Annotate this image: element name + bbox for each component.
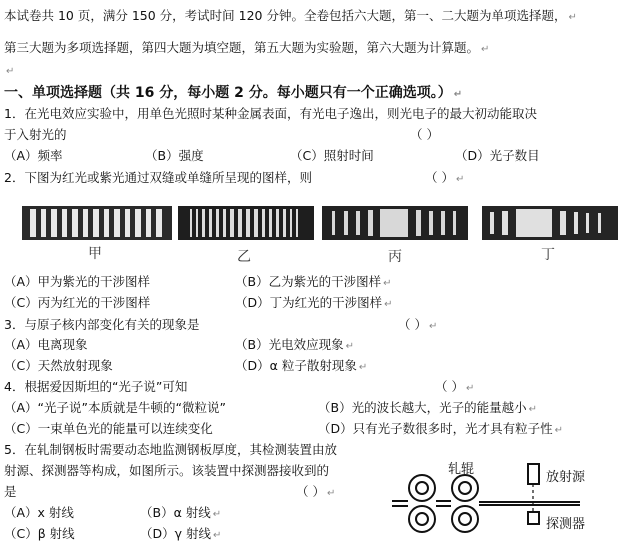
caption-ding: 丁 — [541, 247, 555, 263]
q4-stem: 4．根据爱因斯坦的“光子说”可知 — [4, 379, 188, 394]
q1-stem-line1: 1．在光电效应实验中，用单色光照时某种金属表面，有光电子逸出，则光电子的最大初动能取决 — [4, 106, 537, 121]
q2-option-d: （D）丁为红光的干涉图样 ↵ — [235, 295, 393, 310]
q3-answer-blank: （ ） ↵ — [398, 317, 438, 332]
q1-option-b: （B）强度 — [145, 148, 204, 163]
q2-stem: 2．下图为红光或紫光通过双缝或单缝所呈现的图样，则 — [4, 170, 312, 185]
q1-option-c: （C）照射时间 — [290, 148, 374, 163]
caption-bing: 丙 — [388, 249, 402, 265]
caption-jia: 甲 — [88, 246, 102, 262]
q2-option-b: （B）乙为紫光的干涉图样 ↵ — [235, 274, 392, 289]
q5-answer-blank: （ ） ↵ — [296, 484, 336, 499]
blank-line: ↵ — [6, 66, 15, 77]
section-title: 一、单项选择题（共 16 分，每小题 2 分。每小题只有一个正确选项。） ↵ — [4, 85, 463, 101]
q2-answer-blank: （ ） ↵ — [425, 170, 465, 185]
label-roller: 轧辊 — [448, 462, 475, 477]
q5-stem-line3: 是 — [4, 484, 17, 499]
q4-option-b: （B）光的波长越大，光子的能量越小 ↵ — [318, 400, 537, 415]
rolling-mill-diagram — [390, 455, 620, 555]
q5-option-d: （D）γ 射线 ↵ — [140, 526, 222, 541]
q1-option-a: （A）频率 — [4, 148, 63, 163]
q3-option-b: （B）光电效应现象 ↵ — [235, 337, 354, 352]
label-source: 放射源 — [546, 470, 586, 485]
pattern-ding-image — [482, 206, 618, 240]
q2-option-a: （A）甲为紫光的干涉图样 — [4, 274, 151, 289]
q1-stem-line2: 于入射光的 — [4, 127, 67, 142]
q3-option-a: （A）电离现象 — [4, 337, 88, 352]
q4-answer-blank: （ ） ↵ — [435, 379, 475, 394]
pattern-jia-image — [22, 206, 172, 240]
q5-option-b: （B）α 射线 ↵ — [140, 505, 222, 520]
q3-stem: 3．与原子核内部变化有关的现象是 — [4, 317, 200, 332]
q4-option-a: （A）“光子说”本质就是牛顿的“微粒说” — [4, 400, 226, 415]
intro-line-1: 本试卷共 10 页，满分 150 分，考试时间 120 分钟。全卷包括六大题，第一、二大题为单项选择题， ↵ — [4, 8, 577, 23]
q1-answer-blank: （ ） — [410, 127, 439, 142]
q3-option-d: （D）α 粒子散射现象 ↵ — [235, 358, 368, 373]
q5-option-c: （C）β 射线 — [4, 526, 75, 541]
q5-stem-line2: 射源、探测器等构成，如图所示。该装置中探测器接收到的 — [4, 463, 330, 478]
q4-option-c: （C）一束单色光的能量可以连续变化 — [4, 421, 213, 436]
q5-option-a: （A）x 射线 — [4, 505, 74, 520]
pattern-yi-image — [178, 206, 314, 240]
pattern-bing-image — [322, 206, 468, 240]
q3-option-c: （C）天然放射现象 — [4, 358, 113, 373]
label-detector: 探测器 — [546, 517, 586, 532]
intro-line-2: 第三大题为多项选择题，第四大题为填空题，第五大题为实验题，第六大题为计算题。 ↵ — [4, 40, 490, 55]
q1-option-d: （D）光子数目 — [455, 148, 540, 163]
caption-yi: 乙 — [237, 249, 251, 265]
q4-option-d: （D）只有光子数很多时，光才具有粒子性 ↵ — [318, 421, 564, 436]
q5-stem-line1: 5．在轧制钢板时需要动态地监测钢板厚度，其检测装置由放 — [4, 442, 337, 457]
q2-option-c: （C）丙为红光的干涉图样 — [4, 295, 151, 310]
